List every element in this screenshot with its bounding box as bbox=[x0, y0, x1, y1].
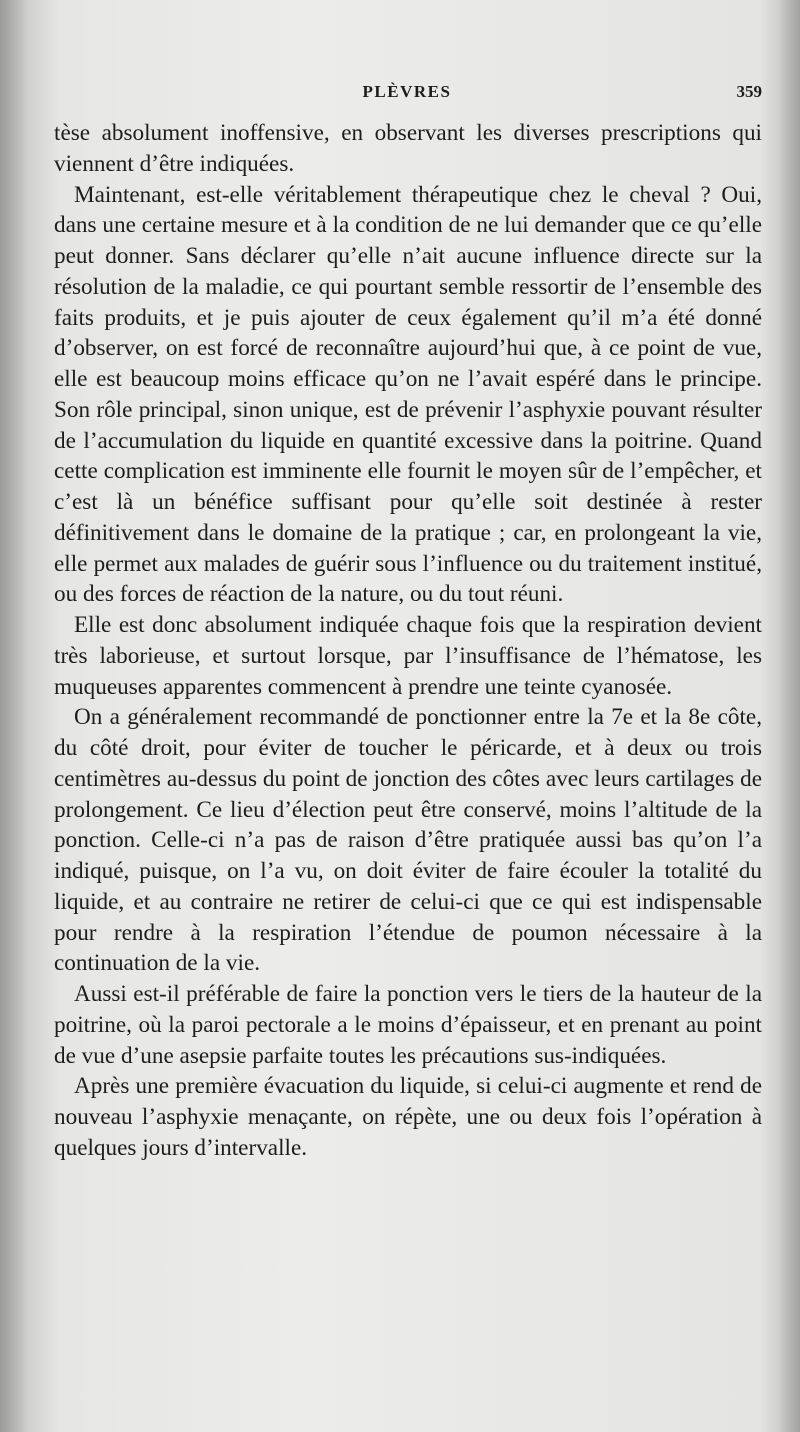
paragraph-2: Maintenant, est-elle véritablement thérapeutique chez le cheval ? Oui, dans une certaine mesure et à la condition de ne lui demander que ce qu’elle peut donner. Sans déclarer qu’elle n’ait aucune influence directe sur la résolution de la maladie, ce qui pourtant semble ressortir de l’ensemble des faits produits, et je puis ajouter de ceux également qu’il m’a été donné d’observer, on est forcé de reconnaître aujourd’hui que, à ce point de vue, elle est beaucoup moins efficace qu’on ne l’avait espéré dans le principe. Son rôle principal, sinon unique, est de prévenir l’asphyxie pouvant résulter de l’accumulation du liquide en quantité excessive dans la poitrine. Quand cette complication est imminente elle fournit le moyen sûr de l’empêcher, et c’est là un bénéfice suffisant pour qu’elle soit destinée à rester définitivement dans le domaine de la pratique ; car, en prolongeant la vie, elle permet aux malades de guérir sous l’influence ou du traitement institué, ou des forces de réaction de la nature, ou du tout réuni. bbox=[54, 181, 762, 608]
page-edge-shadow bbox=[778, 0, 800, 1432]
page-header bbox=[52, 82, 762, 110]
running-head: PLÈVRES bbox=[362, 82, 452, 101]
body-text bbox=[54, 118, 762, 1164]
page-number: 359 bbox=[736, 82, 762, 101]
paragraph-3: Elle est donc absolument indiquée chaque fois que la respiration devient très laborieuse, et surtout lorsque, par l’insuffisance de l’hématose, les muqueuses apparentes commencent à prendre une teinte cyanosée. bbox=[54, 612, 762, 700]
paragraph-5: Aussi est-il préférable de faire la ponction vers le tiers de la hauteur de la poitrine, où la paroi pectorale a le moins d’épaisseur, et en prenant au point de vue d’une asepsie parfaite toutes les précautions sus-indiquées. bbox=[54, 981, 762, 1069]
page-gutter-shadow bbox=[0, 0, 28, 1432]
paragraph-6: Après une première évacuation du liquide, si celui-ci augmente et rend de nouveau l’asphyxie menaçante, on répète, une ou deux fois l’opération à quelques jours d’intervalle. bbox=[54, 1073, 762, 1161]
paragraph-1: tèse absolument inoffensive, en observant les diverses prescriptions qui viennent d’être indiquées. bbox=[54, 120, 762, 177]
paragraph-4: On a généralement recommandé de ponctionner entre la 7e et la 8e côte, du côté droit, pour éviter de toucher le péricarde, et à deux ou trois centimètres au-dessus du point de jonction des côtes avec leurs cartilages de prolongement. Ce lieu d’élection peut être conservé, moins l’altitude de la ponction. Celle-ci n’a pas de raison d’être pratiquée aussi bas qu’on l’a indiqué, puisque, on l’a vu, on doit éviter de faire écouler la totalité du liquide, et au contraire ne retirer de celui-ci que ce qui est indispensable pour rendre à la respiration l’étendue de poumon nécessaire à la continuation de la vie. bbox=[54, 704, 762, 977]
